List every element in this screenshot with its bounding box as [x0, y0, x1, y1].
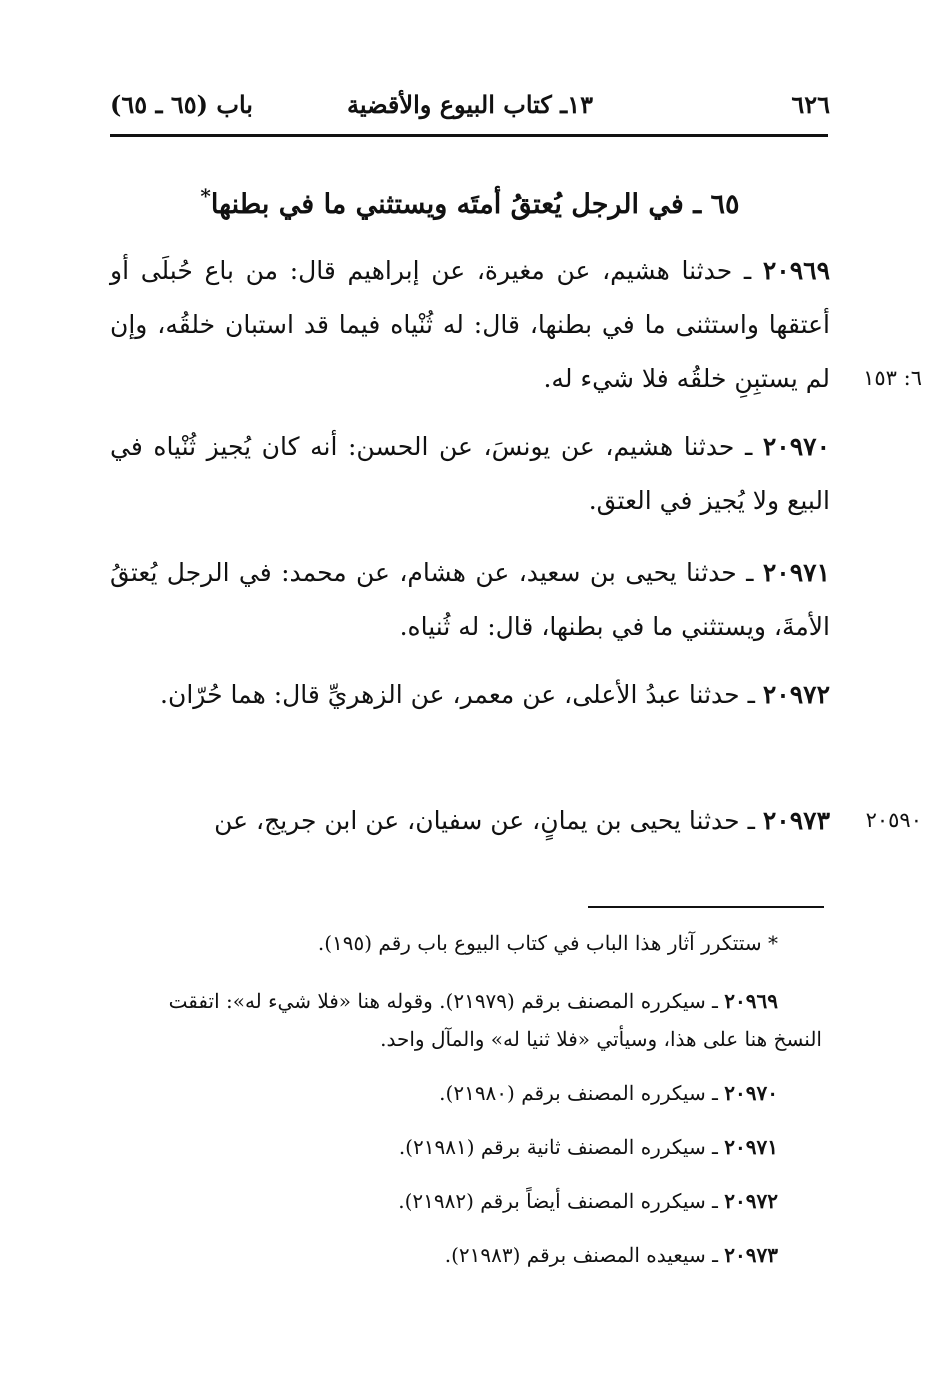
footnote-number: ٢٠٩٧٣: [724, 1243, 778, 1267]
chapter-heading: [150, 176, 790, 225]
margin-reference: ٢٠٥٩٠: [865, 808, 922, 832]
hadith-paragraph: [110, 244, 830, 406]
footnote-line: [110, 1236, 822, 1274]
header-rule: [110, 134, 828, 137]
hadith-text: ـ حدثنا عبدُ الأعلى، عن معمر، عن الزهريِّ قال: هما حُرّان.: [160, 680, 755, 709]
footnote-line: [110, 982, 822, 1020]
chapter-range: باب (٦٥ ـ ٦٥): [110, 90, 253, 119]
hadith-paragraph: [110, 668, 830, 722]
hadith-paragraph: [110, 794, 830, 848]
hadith-paragraph: [110, 420, 830, 528]
hadith-paragraph: [110, 546, 830, 654]
footnote-number: ٢٠٩٦٩: [724, 989, 778, 1013]
footnote-text: ـ سيكرره المصنف برقم (٢١٩٧٩). وقوله هنا «فلا شيء له»: اتفقت: [168, 989, 718, 1013]
footnote-star-note: * ستتكرر آثار هذا الباب في كتاب البيوع باب رقم (١٩٥).: [317, 931, 778, 955]
footnote-text: ـ سيكرره المصنف أيضاً برقم (٢١٩٨٢).: [398, 1189, 718, 1213]
hadith-number: ٢٠٩٧٣: [762, 806, 830, 835]
hadith-text: ـ حدثنا هشيم، عن يونسَ، عن الحسن: أنه كان يُجيز ثُنْياه في البيع ولا يُجيز في العتق.: [110, 432, 830, 515]
footnote-line: [110, 1074, 822, 1112]
footnote-star: *: [200, 184, 211, 208]
footnote-line: [110, 1182, 822, 1220]
footnote-rule: [588, 906, 824, 908]
hadith-text: ـ حدثنا يحيى بن يمانٍ، عن سفيان، عن ابن جريج، عن: [214, 806, 755, 835]
hadith-number: ٢٠٩٧٠: [762, 432, 831, 461]
footnote-text: ـ سيعيده المصنف برقم (٢١٩٨٣).: [444, 1243, 718, 1267]
page-number: ٦٢٦: [791, 90, 830, 119]
footnote-line: النسخ هنا على هذا، وسيأتي «فلا ثنيا له» والمآل واحد.: [380, 1027, 822, 1051]
hadith-text: ـ حدثنا يحيى بن سعيد، عن هشام، عن محمد: في الرجل يُعتقُ الأمةَ، ويستثني ما في بطنها، قال: له ثُنياه.: [110, 558, 830, 641]
footnote-number: ٢٠٩٧١: [724, 1135, 778, 1159]
hadith-text: ـ حدثنا هشيم، عن مغيرة، عن إبراهيم قال: من باع حُبلَى أو أعتقها واستثنى ما في بطنها، قال: له ثُنْياه فيما قد استبان خلقُه، وإن لم يستبِنِ خلقُه فلا شيء له.: [110, 256, 830, 393]
margin-reference: ٦: ١٥٣: [863, 366, 922, 390]
hadith-number: ٢٠٩٧١: [762, 558, 830, 587]
hadith-number: ٢٠٩٧٢: [762, 680, 830, 709]
footnote-number: ٢٠٩٧٠: [724, 1081, 778, 1105]
book-title: ١٣ـ كتاب البيوع والأقضية: [347, 90, 593, 119]
footnote-number: ٢٠٩٧٢: [724, 1189, 778, 1213]
hadith-number: ٢٠٩٦٩: [762, 256, 830, 285]
chapter-heading-text: ٦٥ ـ في الرجل يُعتقُ أمتَه ويستثني ما في بطنها: [210, 189, 740, 220]
footnote-text: ـ سيكرره المصنف ثانية برقم (٢١٩٨١).: [398, 1135, 718, 1159]
footnote-text: ـ سيكرره المصنف برقم (٢١٩٨٠).: [439, 1081, 718, 1105]
footnote-line: [110, 1128, 822, 1166]
running-header: [110, 86, 830, 130]
